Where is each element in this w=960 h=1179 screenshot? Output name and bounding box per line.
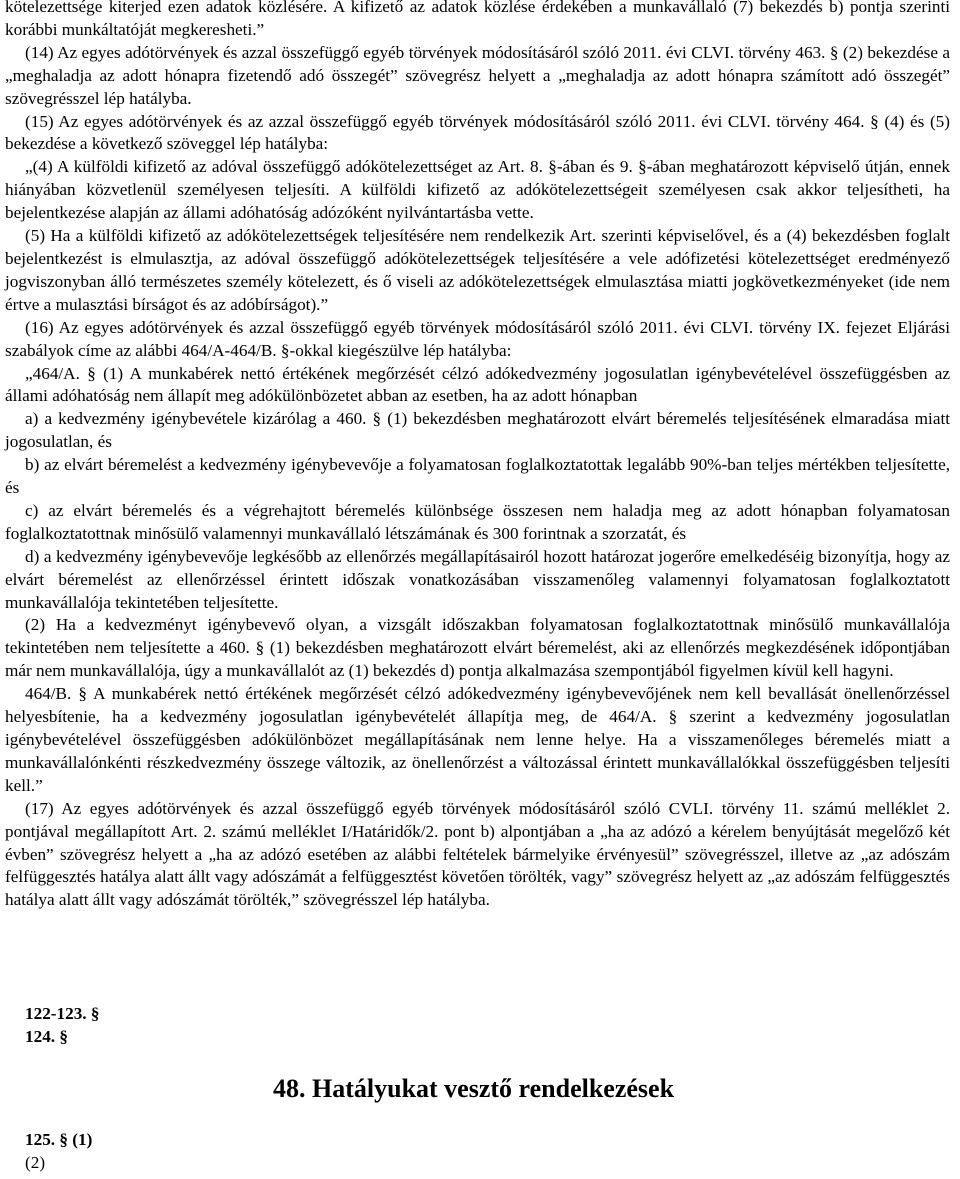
- paragraph: „(4) A külföldi kifizető az adóval összefüggő adókötelezettséget az Art. 8. §-ában és 9. §-ában meghatározott képviselő útján, ennek hiányában közvetlenül személyesen teljesíti. A külföldi kifizető az adókötelezettségeit személyesen csak akkor teljesítheti, ha bejelentkezése alapján az állami adóhatóság adózóként nyilvántartásba vette.: [5, 157, 950, 223]
- section-124: 124. §: [25, 1027, 68, 1046]
- paragraph: 464/B. § A munkabérek nettó értékének megőrzését célzó adókedvezmény igénybevevőjének nem kell bevallását önellenőrzéssel helyesbítenie, ha a kedvezmény jogosulatlan igénybevételét állapítja meg, de 464/A. § szerint a kedvezmény jogosulatlan igénybevételével összefüggésben adókülönbözet megállapításának nem lenne helye. Ha a visszamenőleges béremelés miatt a munkavállalónkénti részkedvezmény összege változik, az önellenőrzést a változással érintett munkavállalókkal összefüggésben teljesíti kell.”: [5, 684, 950, 795]
- paragraph: c) az elvárt béremelés és a végrehajtott béremelés különbsége összesen nem haladja meg az adott hónapban folyamatosan foglalkoztatottnak minősülő valamennyi munkavállaló létszámának és 300 forintnak a szorzatát, és: [5, 500, 950, 543]
- paragraph: a) a kedvezmény igénybevétele kizárólag a 460. § (1) bekezdésben meghatározott elvárt béremelés teljesítésének elmaradása miatt jogosulatlan, és: [5, 409, 950, 452]
- section-125-label: 125. § (1): [25, 1130, 93, 1149]
- paragraph: (16) Az egyes adótörvények és azzal összefüggő egyéb törvények módosításáról szóló 2011. évi CLVI. törvény IX. fejezet Eljárási szabályok címe az alábbi 464/A-464/B. §-okkal kiegészülve lép hatályba:: [5, 317, 950, 360]
- section-heading: 48. Hatályukat vesztő rendelkezések: [273, 1074, 675, 1103]
- paragraph: (17) Az egyes adótörvények és azzal összefüggő egyéb törvények módosításáról szóló CVLI. törvény 11. számú melléklet 2. pontjával megállapított Art. 2. számú melléklet I/Határidők/2. pont b) alpontjában a „ha az adózó a kérelem benyújtását megelőző két évben” szövegrész helyett a „ha az adózó esetében az alábbi feltételek bármelyike érvényesül” szövegrésszel, illetve az „az adószám felfüggesztés hatálya alatt állt vagy adószámát a felfüggesztést követően törölték, vagy” szövegrész helyett az „az adószám felfüggesztés hatálya alatt állt vagy adószámát törölték,” szövegrésszel lép hatályba.: [5, 798, 950, 910]
- document-page: [5, 0, 950, 912]
- section-122-123: 122-123. §: [25, 1004, 100, 1023]
- paragraph: b) az elvárt béremelést a kedvezmény igénybevevője a folyamatosan foglalkoztatottak legalább 90%-ban teljes mértékben teljesítette, és: [5, 455, 950, 498]
- section-125: [25, 1129, 92, 1152]
- paragraph: (15) Az egyes adótörvények és az azzal összefüggő egyéb törvények módosításáról szóló 2011. évi CLVI. törvény 464. § (4) és (5) bekezdése a következő szöveggel lép hatályba:: [5, 111, 950, 154]
- paragraph: „464/A. § (1) A munkabérek nettó értékének megőrzését célzó adókedvezmény jogosulatlan igénybevételével összefüggésben az állami adóhatóság nem állapít meg adókülönbözetet abban az esetben, ha az adott hónapban: [5, 363, 950, 406]
- paragraph: kötelezettsége kiterjed ezen adatok közlésére. A kifizető az adatok közlése érdekében a munkavállaló (7) bekezdés b) pontja szerinti korábbi munkáltatóját megkeresheti.”: [5, 0, 950, 39]
- paragraph: d) a kedvezmény igénybevevője legkésőbb az ellenőrzés megállapításairól hozott határozat jogerőre emelkedéséig bizonyítja, hogy az elvárt béremelést az ellenőrzéssel érintett időszak vonatkozásában visszamenőleg valamennyi folyamatosan foglalkoztatott munkavállalója tekintetében teljesítette.: [5, 546, 950, 612]
- paragraph: (2) Ha a kedvezményt igénybevevő olyan, a vizsgált időszakban folyamatosan foglalkoztatottnak minősülő munkavállalója tekintetében nem teljesítette a 460. § (1) bekezdésben meghatározott elvárt béremelést, aki az ellenőrzés megkezdésének időpontjában már nem munkavállalója, úgy a munkavállalót az (1) bekezdés d) pontja alkalmazása szempontjából figyelmen kívül kell hagyni.: [5, 615, 950, 681]
- section-125-para-2: (2): [25, 1153, 46, 1172]
- paragraph: (5) Ha a külföldi kifizető az adókötelezettségek teljesítésére nem rendelkezik Art. szerinti képviselővel, és a (4) bekezdésben foglalt bejelentkezést is elmulasztja, az adóval összefüggő adókötelezettségek teljesítésére a vele adófizetési kötelezettséget eredményező jogviszonyban álló természetes személy kötelezett, és ő viseli az adókötelezettségek elmulasztása miatti jogkövetkezményeket (ide nem értve a mulasztási bírságot és az adóbírságot).”: [5, 226, 950, 314]
- paragraph: (14) Az egyes adótörvények és azzal összefüggő egyéb törvények módosításáról szóló 2011. évi CLVI. törvény 463. § (2) bekezdése a „meghaladja az adott hónapra fizetendő adó összegét” szövegrész helyett a „meghaladja az adott hónapra számított adó összegét” szövegrésszel lép hatályba.: [5, 42, 950, 108]
